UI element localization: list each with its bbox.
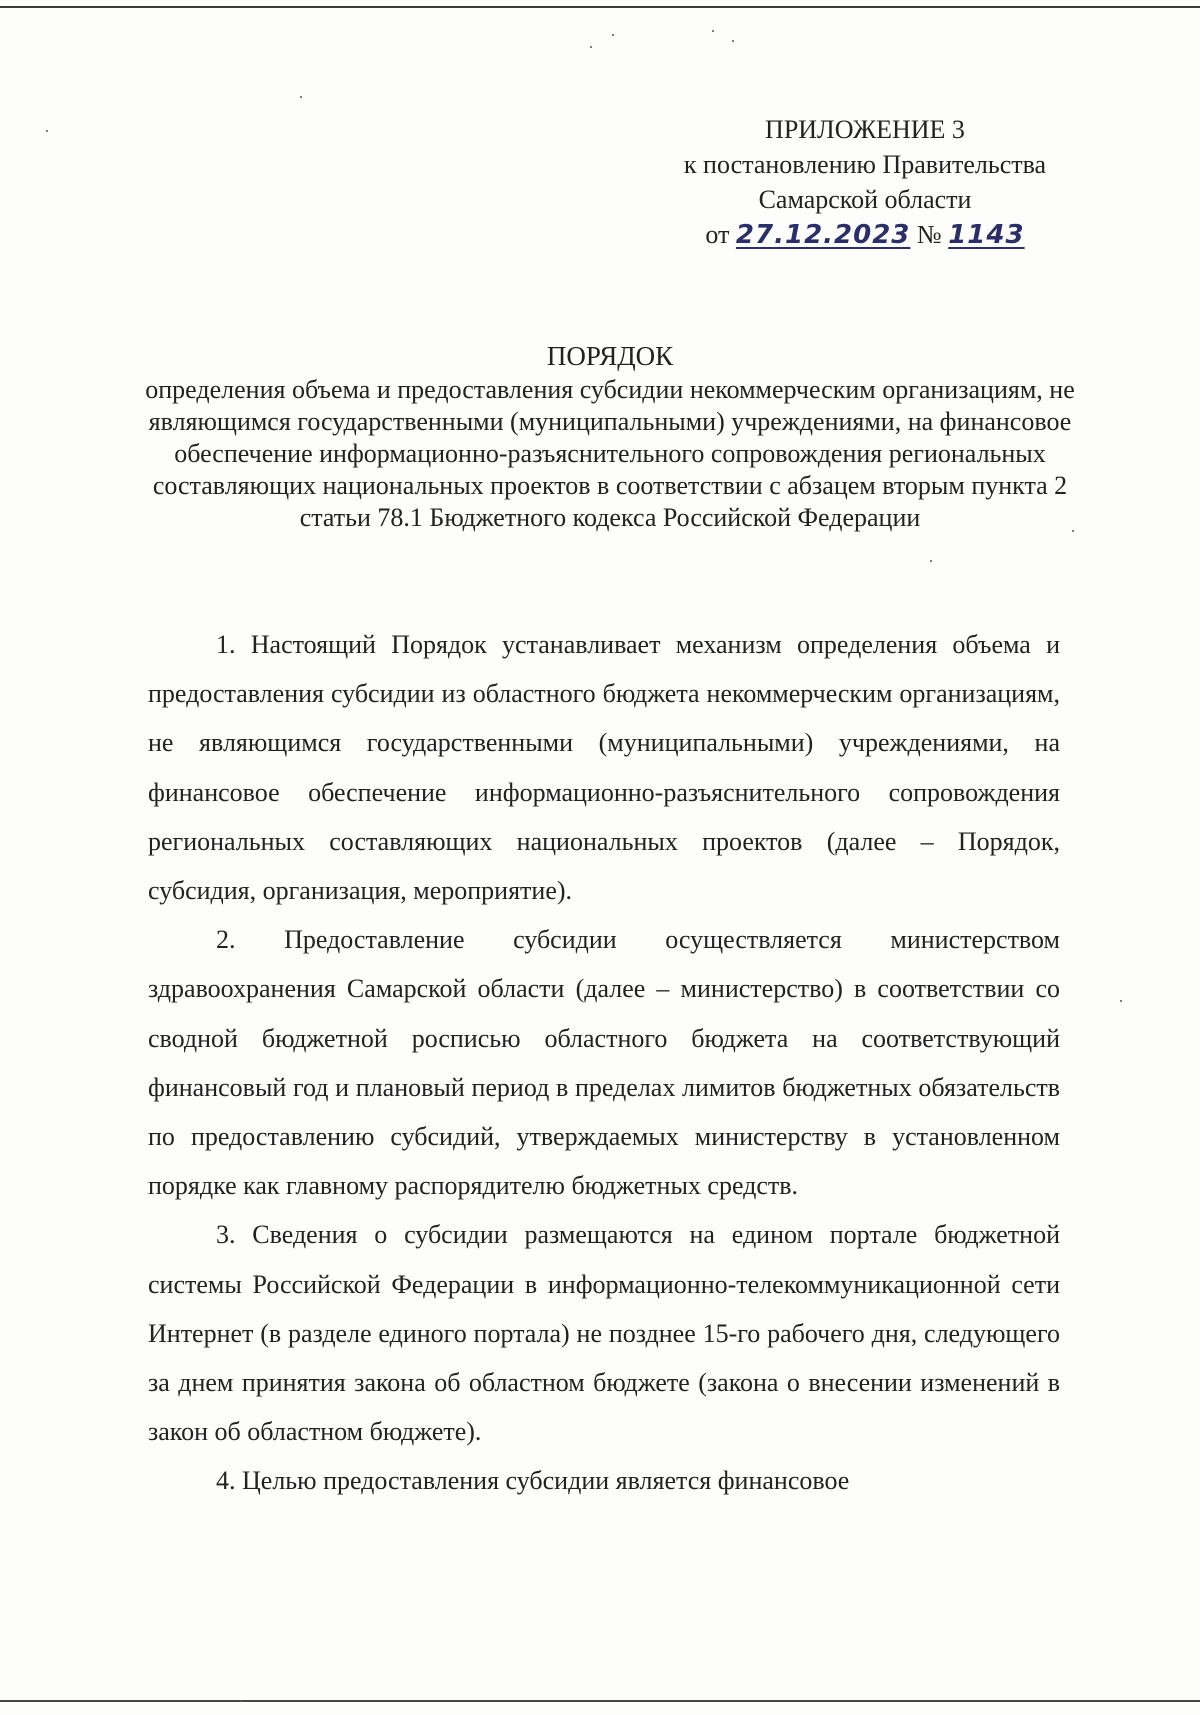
date-prefix: от [705, 220, 730, 249]
scan-speck [732, 40, 734, 42]
appendix-line-2: Самарской области [758, 185, 972, 214]
appendix-date-line [620, 217, 1110, 253]
paragraph-3: 3. Сведения о субсидии размещаются на едином портале бюджетной системы Российской Федерации в информационно-телекоммуникационной сети Интернет (в разделе единого портала) не позднее 15-го рабочего дня, следующего за днем принятия закона об областном бюджете (закона о внесении изменений в закон об областном бюджете). [148, 1220, 1060, 1447]
scan-speck [1120, 1000, 1122, 1002]
document-title-block [140, 340, 1080, 534]
scan-speck [712, 30, 714, 32]
scan-speck [46, 130, 48, 132]
appendix-title: ПРИЛОЖЕНИЕ 3 [765, 115, 965, 144]
handwritten-date: 27.12.2023 [735, 220, 911, 250]
document-subtitle: определения объема и предоставления субсидии некоммерческим организациям, не являющимся государственными (муниципальными) учреждениями, на финансовое обеспечение информационно-разъяснительного сопровождения региональных составляющих национальных проектов в соответствии с абзацем вторым пункта 2 статьи 78.1 Бюджетного кодекса Российской Федерации [145, 375, 1075, 532]
number-prefix: № [916, 220, 942, 249]
scan-speck [612, 34, 614, 36]
scan-speck [590, 46, 592, 48]
scan-speck [300, 96, 302, 98]
paragraph-1: 1. Настоящий Порядок устанавливает механизм определения объема и предоставления субсидии из областного бюджета некоммерческим организациям, не являющимся государственными (муниципальными) учреждениями, на финансовое обеспечение информационно-разъяснительного сопровождения региональных составляющих национальных проектов (далее – Порядок, субсидия, организация, мероприятие). [148, 630, 1060, 906]
appendix-line-1: к постановлению Правительства [683, 150, 1047, 179]
appendix-block [620, 112, 1110, 253]
handwritten-number: 1143 [948, 220, 1025, 250]
document-title: ПОРЯДОК [546, 341, 674, 371]
paragraph-4: 4. Целью предоставления субсидии является финансовое [216, 1466, 850, 1496]
scan-edge-bottom [0, 1700, 1200, 1702]
paragraph-2: 2. Предоставление субсидии осуществляется министерством здравоохранения Самарской области (далее – министерство) в соответствии со сводной бюджетной росписью областного бюджета на соответствующий финансовый год и плановый период в пределах лимитов бюджетных обязательств по предоставлению субсидий, утверждаемых министерству в установленном порядке как главному распорядителю бюджетных средств. [148, 925, 1060, 1201]
scan-edge-top [0, 6, 1200, 8]
scan-speck [240, 1700, 242, 1702]
scan-speck [930, 560, 932, 562]
document-body [148, 620, 1060, 1506]
